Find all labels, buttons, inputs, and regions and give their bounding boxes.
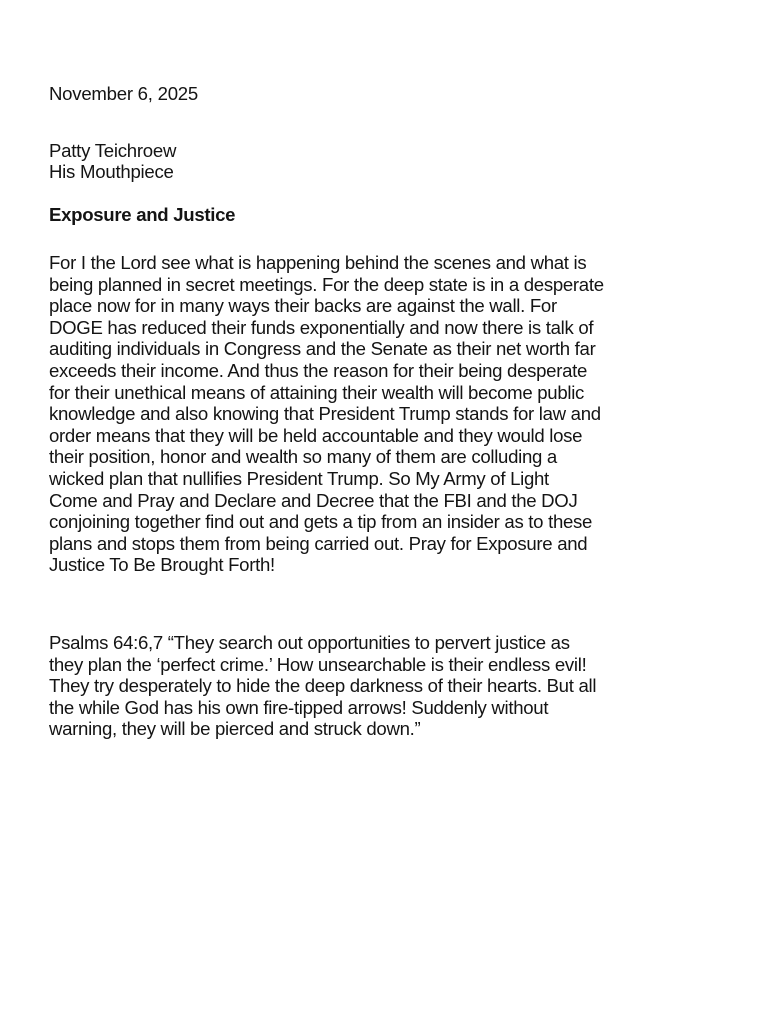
scripture-paragraph [49,632,596,740]
body-line: Come and Pray and Declare and Decree that the FBI and the DOJ [49,489,578,511]
body-line: for their unethical means of attaining their wealth will become public [49,381,585,403]
body-line: wicked plan that nullifies President Trump. So My Army of Light [49,467,549,489]
author-name: Patty Teichroew [49,140,177,161]
body-line: For I the Lord see what is happening behind the scenes and what is [49,252,587,273]
body-paragraph [49,252,604,576]
body-line: place now for in many ways their backs are against the wall. For [49,295,557,317]
scripture-line: warning, they will be pierced and struck down.” [49,718,421,740]
scripture-line: They try desperately to hide the deep darkness of their hearts. But all [49,675,597,697]
scripture-line: Psalms 64:6,7 “They search out opportunities to pervert justice as [49,632,570,653]
letter-title: Exposure and Justice [49,204,236,225]
body-line: order means that they will be held accountable and they would lose [49,424,583,446]
author-title: His Mouthpiece [49,161,174,182]
body-line: their position, honor and wealth so many of them are colluding a [49,446,557,468]
scripture-line: the while God has his own fire-tipped arrows! Suddenly without [49,696,549,718]
body-line: conjoining together find out and gets a tip from an insider as to these [49,511,593,533]
body-line: exceeds their income. And thus the reason for their being desperate [49,359,588,381]
body-line: Justice To Be Brought Forth! [49,554,275,576]
letter-date: November 6, 2025 [49,83,198,104]
body-line: auditing individuals in Congress and the Senate as their net worth far [49,338,596,360]
body-line: DOGE has reduced their funds exponentially and now there is talk of [49,316,594,338]
scripture-line: they plan the ‘perfect crime.’ How unsearchable is their endless evil! [49,653,587,675]
body-line: plans and stops them from being carried out. Pray for Exposure and [49,532,588,554]
body-line: knowledge and also knowing that President Trump stands for law and [49,403,601,425]
body-line: being planned in secret meetings. For the deep state is in a desperate [49,273,604,295]
